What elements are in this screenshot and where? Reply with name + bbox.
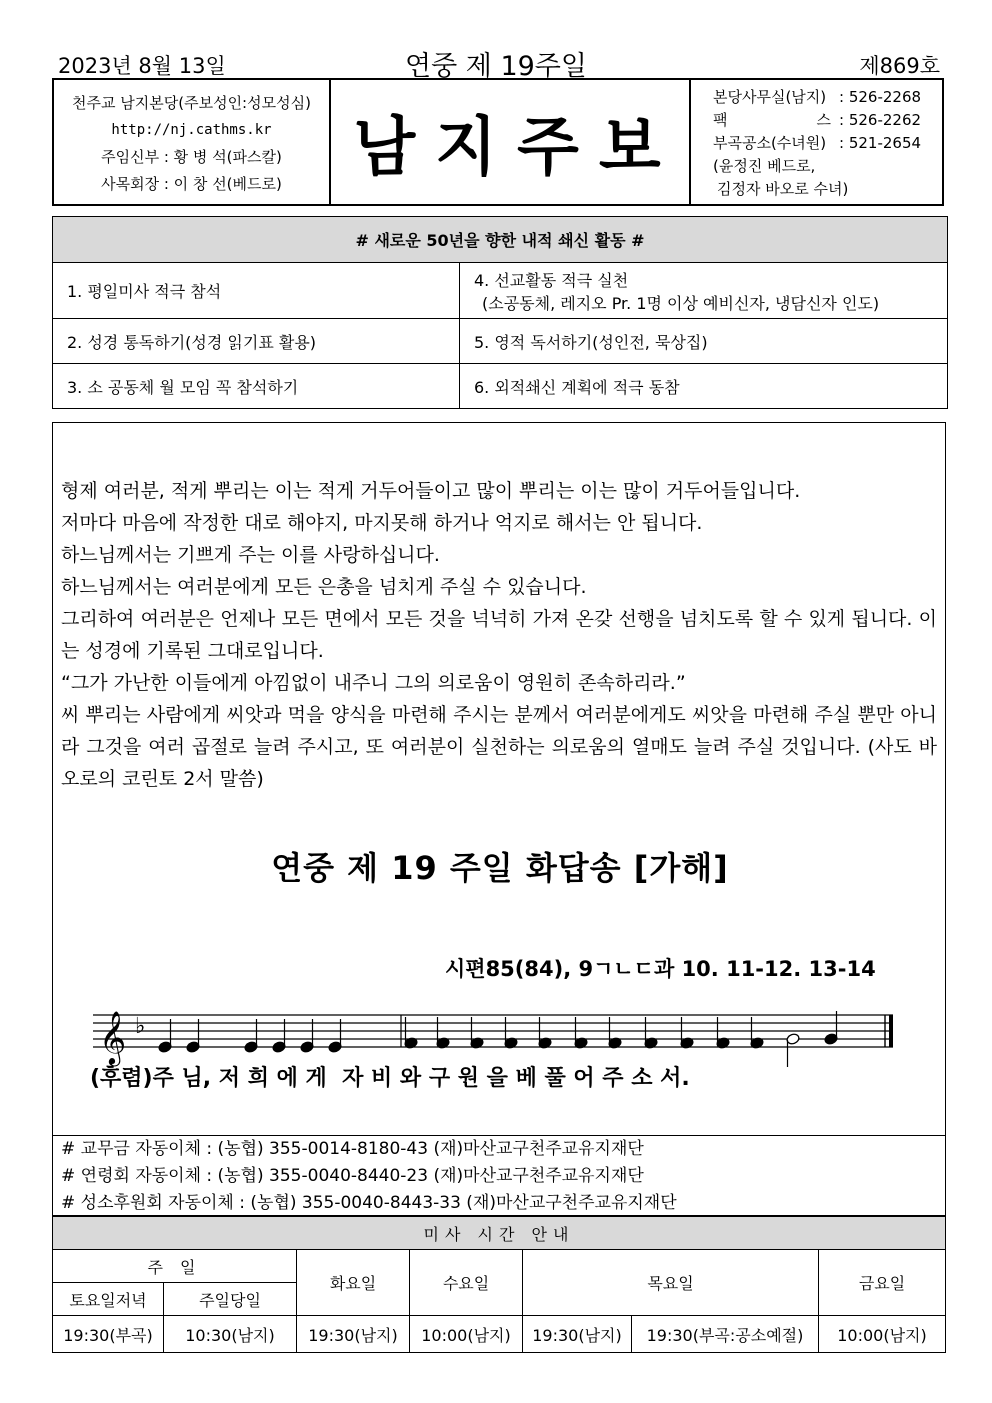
issue-number: 제869호 xyxy=(859,54,940,78)
contact-mission xyxy=(713,132,942,155)
account-line: # 성소후원회 자동이체 : (농협) 355-0040-8443-33 (재)마산교구천주교유지재단 xyxy=(61,1193,677,1213)
flat-key-icon: ♭ xyxy=(135,1014,146,1039)
contact-value: 526-2268 xyxy=(848,88,922,106)
psalm-reference: 시편85(84), 9ㄱㄴㄷ과 10. 11-12. 13-14 xyxy=(445,957,876,981)
psalm-title: 연중 제 19 주일 화답송 [가해] xyxy=(271,849,729,887)
renewal-item: 6. 외적쇄신 계획에 적극 동참 xyxy=(460,364,948,409)
music-staff xyxy=(93,1001,913,1069)
header-saturday-evening: 토요일저녁 xyxy=(53,1283,164,1316)
renewal-item xyxy=(460,263,948,319)
header-thursday: 목요일 xyxy=(523,1250,819,1316)
scripture-line: 하느님께서는 여러분에게 모든 은총을 넘치게 주실 수 있습니다. xyxy=(61,576,587,598)
sisters-line-1: (윤정진 베드로, xyxy=(713,157,816,175)
contact-label: 본당사무실(남지) xyxy=(713,88,827,106)
treble-clef-icon: 𝄞 xyxy=(99,1010,127,1064)
header-sunday: 주 일 xyxy=(53,1250,297,1283)
header-tuesday: 화요일 xyxy=(297,1250,410,1316)
parish-patron: (주보성인:성모성심) xyxy=(178,94,311,112)
renewal-title: # 새로운 50년을 향한 내적 쇄신 활동 # xyxy=(53,217,948,263)
psalm-lyrics xyxy=(90,1061,690,1092)
contact-sep: : xyxy=(839,111,845,129)
bulletin-title-box xyxy=(331,80,691,204)
lyrics-text: (후렴)주 님, 저 희 에 게 자 비 와 구 원 을 베 풀 어 주 소 서. xyxy=(90,1066,690,1091)
auto-transfer-accounts xyxy=(52,1136,946,1216)
contact-sep: : xyxy=(839,134,845,152)
masthead xyxy=(52,78,944,206)
liturgical-week: 연중 제 19주일 xyxy=(405,51,587,82)
scripture-box xyxy=(52,422,946,1136)
scripture-line: 형제 여러분, 적게 뿌리는 이는 적게 거두어들이고 많이 뿌리는 이는 많이 거두어들입니다. xyxy=(61,480,801,502)
renewal-item: 2. 성경 통독하기(성경 읽기표 활용) xyxy=(53,319,460,364)
pastor-name: 주임신부 : 황 병 석(파스칼) xyxy=(101,148,282,166)
mass-time: 10:00(남지) xyxy=(410,1316,523,1353)
contact-fax xyxy=(713,109,942,132)
scripture-line: 씨 뿌리는 사람에게 씨앗과 먹을 양식을 마련해 주시는 분께서 여러분에게도 씨앗을 마련해 주실 뿐만 아니라 그것을 여러 곱절로 늘려 주시고, 또 여러분이 실천하는 의로움의 열매도 늘려 주실 것입니다. (사도 바오로의 코린토 2서 말씀) xyxy=(61,704,937,790)
header-friday: 금요일 xyxy=(819,1250,946,1316)
fax-label-a: 팩 xyxy=(713,111,728,129)
mass-time: 19:30(남지) xyxy=(297,1316,410,1353)
mass-time: 19:30(부곡) xyxy=(53,1316,164,1353)
scripture-line: 그리하여 여러분은 언제나 모든 면에서 모든 것을 넉넉히 가져 온갖 선행을 넘치도록 할 수 있게 됩니다. 이는 성경에 기록된 그대로입니다. xyxy=(61,608,937,662)
contact-sep: : xyxy=(839,88,845,106)
contact-value: 526-2262 xyxy=(848,111,922,129)
contact-office xyxy=(713,86,942,109)
mass-time: 10:30(남지) xyxy=(164,1316,297,1353)
bulletin-date: 2023년 8월 13일 xyxy=(58,54,226,78)
renewal-activities-table xyxy=(52,216,948,409)
header-wednesday: 수요일 xyxy=(410,1250,523,1316)
renewal-item: 3. 소 공동체 월 모임 꼭 참석하기 xyxy=(53,364,460,409)
contact-label: 부곡공소(수녀원) xyxy=(713,134,827,152)
renewal-item-text: 4. 선교활동 적극 실천 xyxy=(474,270,629,290)
contact-value: 521-2654 xyxy=(848,134,922,152)
staff-lines xyxy=(93,1015,893,1047)
account-line: # 교무금 자동이체 : (농협) 355-0014-8180-43 (재)마산교구천주교유지재단 xyxy=(61,1139,644,1159)
scripture-line: “그가 가난한 이들에게 아낌없이 내주니 그의 의로움이 영원히 존속하리라.” xyxy=(61,672,686,694)
scripture-line: 저마다 마음에 작정한 대로 해야지, 마지못해 하거나 억지로 해서는 안 됩니다. xyxy=(61,512,703,534)
mass-time: 19:30(남지) xyxy=(523,1316,632,1353)
parish-url[interactable]: http://nj.cathms.kr xyxy=(111,122,272,138)
contact-info xyxy=(691,80,942,204)
bulletin-title: 남지주보 xyxy=(353,110,681,185)
renewal-item-detail: (소공동체, 레지오 Pr. 1명 이상 예비신자, 냉담신자 인도) xyxy=(482,293,880,313)
fax-label-b: 스 xyxy=(816,111,831,129)
renewal-item: 5. 영적 독서하기(성인전, 묵상집) xyxy=(460,319,948,364)
parish-name: 천주교 남지본당 xyxy=(72,94,179,112)
sisters-line-2: 김정자 바오로 수녀) xyxy=(717,180,849,198)
mass-schedule-table xyxy=(52,1216,946,1353)
header-sunday-day: 주일당일 xyxy=(164,1283,297,1316)
scripture-line: 하느님께서는 기쁘게 주는 이를 사랑하십니다. xyxy=(61,544,440,566)
parish-info xyxy=(54,80,331,204)
account-line: # 연령회 자동이체 : (농협) 355-0040-8440-23 (재)마산교구천주교유지재단 xyxy=(61,1166,644,1186)
scripture-text xyxy=(61,475,937,795)
mass-time: 10:00(남지) xyxy=(819,1316,946,1353)
mass-time: 19:30(부곡:공소예절) xyxy=(632,1316,819,1353)
renewal-item: 1. 평일미사 적극 참석 xyxy=(53,263,460,319)
council-president: 사목회장 : 이 창 선(베드로) xyxy=(101,175,282,193)
mass-schedule-title: 미사 시간 안내 xyxy=(53,1217,946,1250)
